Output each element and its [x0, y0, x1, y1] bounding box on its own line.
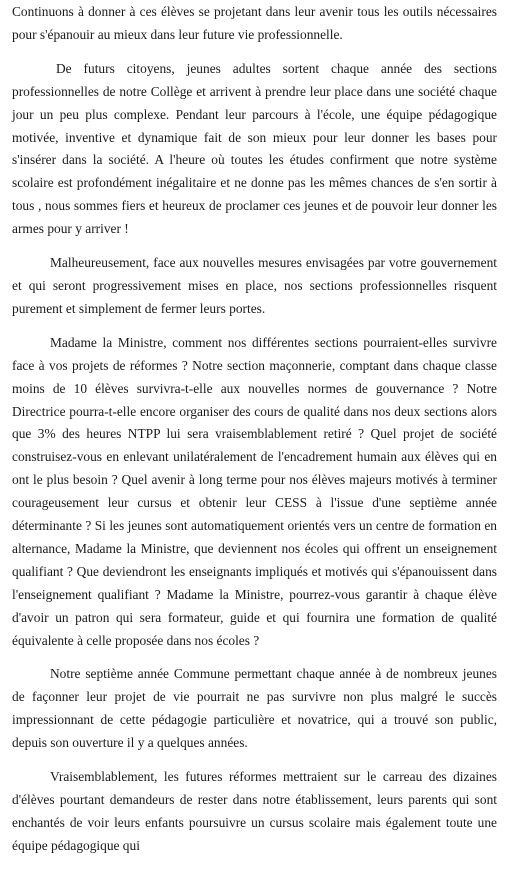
paragraph-2: De futurs citoyens, jeunes adultes sortent chaque année des sections professionnelles de notre Collège et arrivent à prendre leur place dans une société chaque jour un peu plus complexe. Pendant leur parcours à l'école, une équipe pédagogique motivée, inventive et dynamique fait de son mieux pour leur donner les bases pour s'insérer dans la société. A l'heure où toutes les études confirment que notre système scolaire est profondément inégalitaire et ne donne pas les mêmes chances de s'en sortir à tous , nous sommes fiers et heureux de proclamer ces jeunes et de pouvoir leur donner les armes pour y arriver !	[12, 60, 497, 237]
paragraph-4: Madame la Ministre, comment nos différentes sections pourraient-elles survivre face à vos projets de réformes ? Notre section maçonnerie, comptant dans chaque classe moins de 10 élèves survivra-t-elle aux nouvelles normes de gouvernance ? Notre Directrice pourra-t-elle encore organiser des cours de qualité dans nos deux sections alors que 3% des heures NTPP lui sera vraisemblablement retiré ? Quel projet de société construisez-vous en enlevant unilatéralement de l'encadrement humain aux élèves qui en ont le plus besoin ? Quel avenir à long terme pour nos élèves majeurs motivés à terminer courageusement leur cursus et obtenir leur CESS à l'issue d'une septième année déterminante ? Si les jeunes sont automatiquement orientés vers un centre de formation en alternance, Madame la Ministre, que deviennent nos écoles qui offrent un enseignement qualifiant ? Que deviendront les enseignants impliqués et motivés qui s'épanouissent dans l'enseignement qualifiant ? Madame la Ministre, pourrez-vous garantir à chaque élève d'avoir un patron qui sera formateur, guide et qui fournira une formation de qualité équivalente à celle proposée dans nos écoles ?	[12, 334, 497, 648]
paragraph-5: Notre septième année Commune permettant chaque année à de nombreux jeunes de façonner leur projet de vie pourrait ne pas survivre non plus malgré le succès impressionnant de cette pédagogie particulière et novatrice, qui a trouvé son public, depuis son ouverture il y a quelques années.	[12, 666, 497, 751]
document-page	[12, 0, 497, 869]
paragraph-6: Vraisemblablement, les futures réformes mettraient sur le carreau des dizaines d'élèves pourtant demandeurs de rester dans notre établissement, leurs parents qui sont enchantés de voir leurs enfants poursuivre un cursus scolaire mais également toute une équipe pédagogique qui	[12, 769, 497, 853]
paragraph-1: Continuons à donner à ces élèves se projetant dans leur avenir tous les outils nécessaires pour s'épanouir au mieux dans leur future vie professionnelle.	[12, 4, 497, 42]
paragraph-3: Malheureusement, face aux nouvelles mesures envisagées par votre gouvernement et qui seront progressivement mises en place, nos sections professionnelles risquent purement et simplement de fermer leurs portes.	[12, 255, 497, 316]
